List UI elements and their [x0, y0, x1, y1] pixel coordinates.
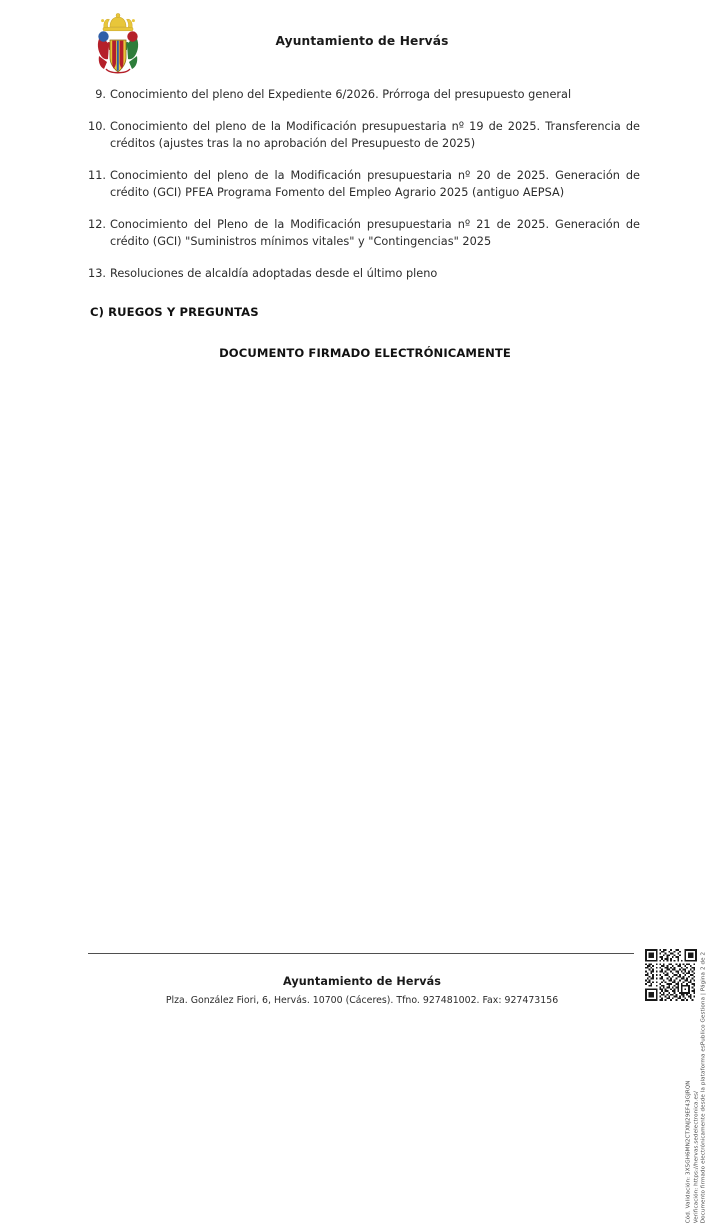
validation-url-line[interactable]: Verificación: https://hervas.sedelectronica.es/: [692, 1091, 699, 1223]
footer-title: Ayuntamiento de Hervás: [282, 975, 441, 988]
page-footer: [0, 961, 724, 1006]
section-heading-ruegos-y-preguntas: C) RUEGOS Y PREGUNTAS: [90, 305, 259, 319]
electronic-signature-note: DOCUMENTO FIRMADO ELECTRÓNICAMENTE: [219, 346, 511, 360]
footer-divider: [88, 953, 634, 954]
agenda-item-number: 13.: [88, 267, 106, 280]
agenda-item: [0, 216, 724, 250]
agenda-item-number: 10.: [88, 120, 106, 133]
footer-address: Plza. González Fiori, 6, Hervás. 10700 (Cáceres). Tfno. 927481002. Fax: 927473156: [165, 995, 559, 1006]
agenda-item-number: 12.: [88, 218, 106, 231]
document-body: [0, 86, 724, 362]
agenda-item-text: Conocimiento del pleno de la Modificación presupuestaria nº 20 de 2025. Generación de crédito (GCI) PFEA Programa Fomento del Empleo Agrario 2025 (antiguo AEPSA): [110, 169, 640, 199]
agenda-item-text: Resoluciones de alcaldía adoptadas desde el último pleno: [110, 267, 438, 280]
agenda-item: [0, 118, 724, 152]
agenda-item: [0, 265, 724, 282]
agenda-item-text: Conocimiento del pleno de la Modificación presupuestaria nº 19 de 2025. Transferencia de créditos (ajustes tras la no aprobación del Presupuesto de 2025): [110, 120, 640, 150]
agenda-list: [0, 86, 724, 282]
agenda-item-number: 11.: [88, 169, 106, 182]
agenda-item-number: 9.: [95, 88, 106, 101]
validation-strip: [662, 612, 708, 1223]
validation-code-line: Cód. Validación: 3X5GH6MN2CTXNJ29EF43GJRQN: [685, 1080, 692, 1223]
validation-platform-line: Documento firmado electrónicamente desde la plataforma esPublico Gestiona | Página 2 de 2: [700, 952, 707, 1223]
agenda-item-text: Conocimiento del pleno del Expediente 6/2026. Prórroga del presupuesto general: [110, 88, 572, 101]
agenda-item-text: Conocimiento del Pleno de la Modificación presupuestaria nº 21 de 2025. Generación de crédito (GCI) "Suministros mínimos vitales" y "Contingencias" 2025: [110, 218, 640, 248]
agenda-item: [0, 86, 724, 103]
page-title: Ayuntamiento de Hervás: [275, 34, 449, 48]
agenda-item: [0, 167, 724, 201]
page-header: [0, 0, 724, 86]
